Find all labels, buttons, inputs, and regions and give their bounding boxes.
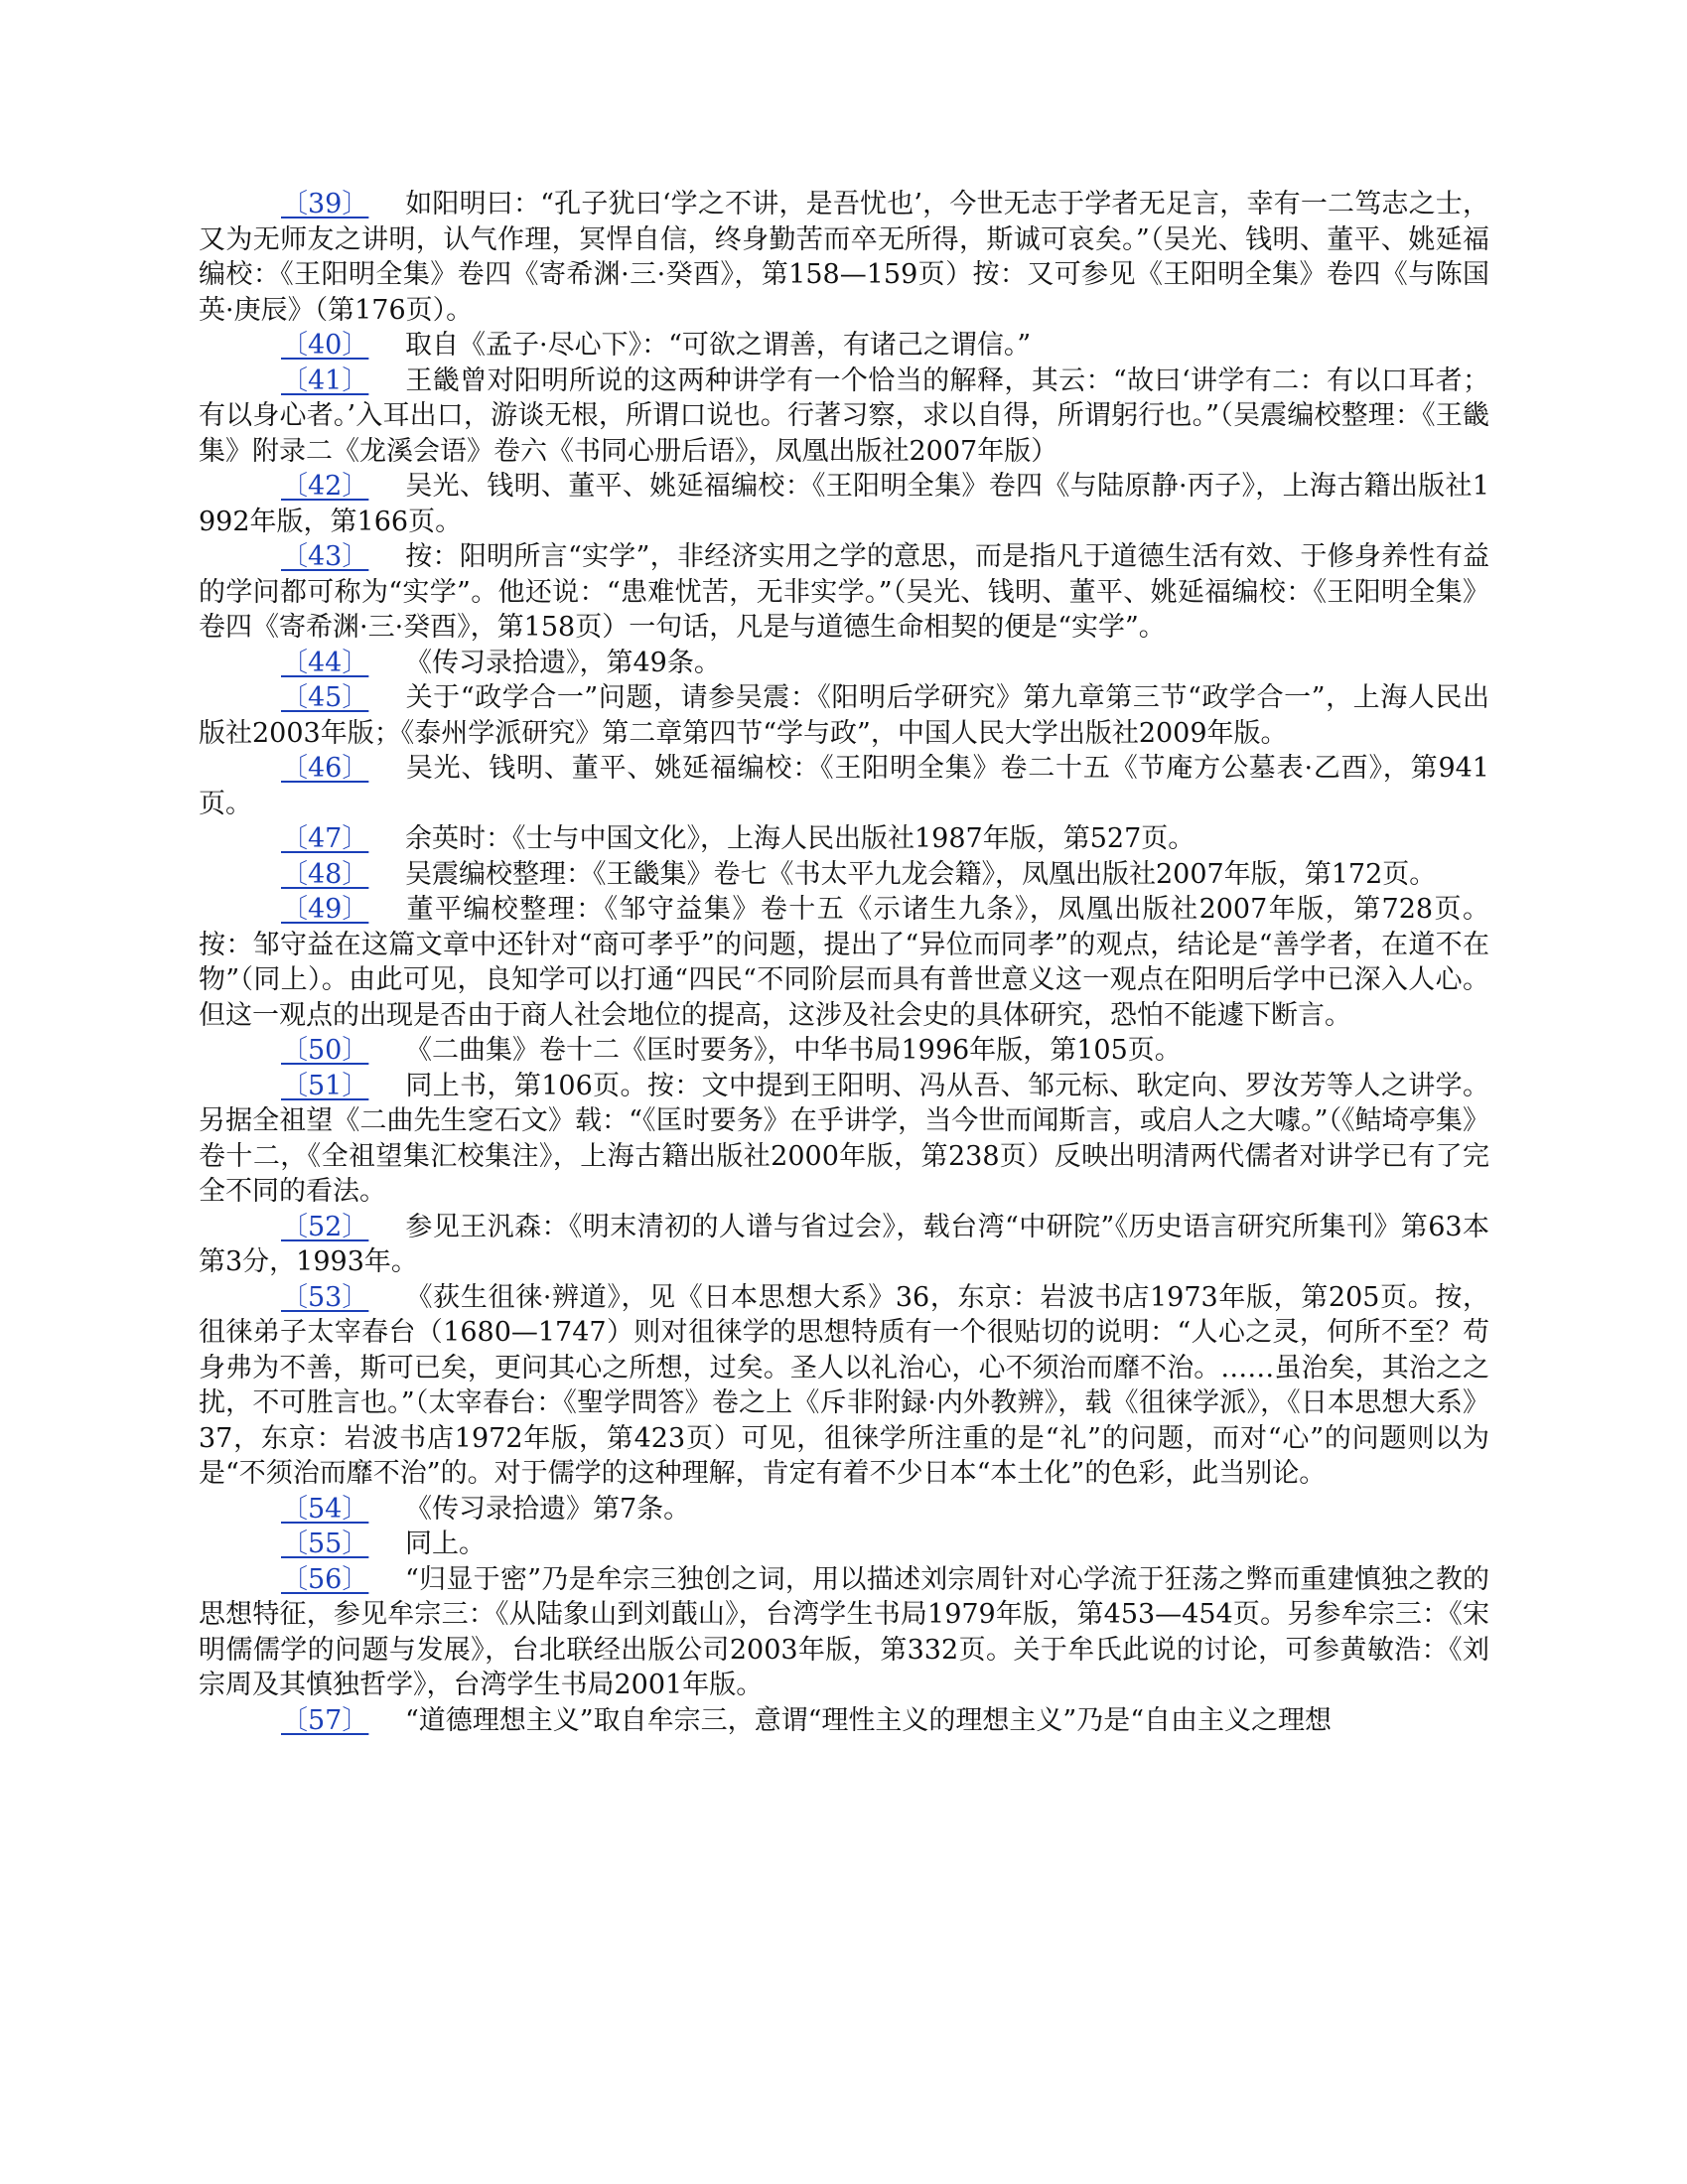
footnote-ref-link[interactable]: 〔44〕 bbox=[281, 647, 369, 678]
footnote bbox=[199, 1527, 1489, 1562]
footnote-text: “归显于密”乃是牟宗三独创之词，用以描述刘宗周针对心学流于狂荡之弊而重建慎独之教的思想特征，参见牟宗三：《从陆象山到刘蕺山》，台湾学生书局1979年版，第453—454页。另参牟宗三：《宋明儒儒学的问题与发展》，台北联经出版公司2003年版，第332页。关于牟氏此说的讨论，可参黄敏浩：《刘宗周及其慎独哲学》，台湾学生书局2001年版。 bbox=[199, 1563, 1489, 1700]
footnote-ref-link[interactable]: 〔45〕 bbox=[281, 682, 369, 713]
footnote-text: 同上。 bbox=[405, 1529, 486, 1559]
footnote-ref-link[interactable]: 〔39〕 bbox=[281, 189, 369, 219]
footnote-text: 如阳明曰：“孔子犹曰‘学之不讲，是吾忧也’，今世无志于学者无足言，幸有一二笃志之士，又为无师友之讲明，认气作理，冥悍自信，终身勤苦而卒无所得，斯诚可哀矣。”（吴光、钱明、董平、姚延福编校：《王阳明全集》卷四《寄希渊·三·癸酉》，第158—159页）按：又可参见《王阳明全集》卷四《与陈国英·庚辰》（第176页）。 bbox=[199, 189, 1489, 326]
footnote-text: 吴震编校整理：《王畿集》卷七《书太平九龙会籍》，凤凰出版社2007年版，第172页。 bbox=[405, 858, 1437, 890]
footnote bbox=[199, 1210, 1489, 1280]
footnote-text: 吴光、钱明、董平、姚延福编校：《王阳明全集》卷四《与陆原静·丙子》，上海古籍出版社1992年版，第166页。 bbox=[199, 471, 1489, 537]
footnote-text: 《传习录拾遗》第7条。 bbox=[405, 1493, 691, 1525]
footnote-ref-link[interactable]: 〔56〕 bbox=[281, 1563, 369, 1595]
footnote bbox=[199, 680, 1489, 751]
footnote-text: 《荻生徂徕·辨道》，见《日本思想大系》36，东京：岩波书店1973年版，第205页。按，徂徕弟子太宰春台（1680—1747）则对徂徕学的思想特质有一个很贴切的说明：“人心之灵，何所不至？苟身弗为不善，斯可已矣，更问其心之所想，过矣。圣人以礼治心，心不须治而靡不治。……虽治矣，其治之之扰，不可胜言也。”（太宰春台：《聖学問答》卷之上《斥非附録·内外教辨》，载《徂徕学派》，《日本思想大系》37，东京：岩波书店1972年版，第423页）可见，徂徕学所注重的是“礼”的问题，而对“心”的问题则以为是“不须治而靡不治”的。对于儒学的这种理解，肯定有着不少日本“本土化”的色彩，此当别论。 bbox=[199, 1281, 1489, 1489]
footnote bbox=[199, 1280, 1489, 1492]
footnote-text: 《传习录拾遗》，第49条。 bbox=[405, 647, 721, 678]
footnote bbox=[199, 1069, 1489, 1210]
footnote bbox=[199, 469, 1489, 539]
footnote bbox=[199, 187, 1489, 328]
footnote-ref-link[interactable]: 〔46〕 bbox=[281, 753, 369, 784]
footnote-text: 按：阳明所言“实学”，非经济实用之学的意思，而是指凡于道德生活有效、于修身养性有益的学问都可称为“实学”。他还说：“患难忧苦，无非实学。”（吴光、钱明、董平、姚延福编校：《王阳明全集》卷四《寄希渊·三·癸酉》，第158页）一句话，凡是与道德生命相契的便是“实学”。 bbox=[199, 541, 1489, 643]
footnote bbox=[199, 539, 1489, 646]
footnote bbox=[199, 1562, 1489, 1703]
footnote bbox=[199, 1703, 1489, 1739]
footnote-ref-link[interactable]: 〔52〕 bbox=[281, 1211, 369, 1242]
footnote-text: 王畿曾对阳明所说的这两种讲学有一个恰当的解释，其云：“故曰‘讲学有二：有以口耳者；有以身心者。’入耳出口，游谈无根，所谓口说也。行著习察，求以自得，所谓躬行也。”（吴震编校整理：《王畿集》附录二《龙溪会语》卷六《书同心册后语》，凤凰出版社2007年版） bbox=[199, 364, 1489, 467]
footnote-text: 《二曲集》卷十二《匡时要务》，中华书局1996年版，第105页。 bbox=[405, 1035, 1182, 1066]
footnote-text: 关于“政学合一”问题，请参吴震：《阳明后学研究》第九章第三节“政学合一”，上海人民出版社2003年版；《泰州学派研究》第二章第四节“学与政”，中国人民大学出版社2009年版。 bbox=[199, 682, 1489, 749]
footnote-ref-link[interactable]: 〔54〕 bbox=[281, 1493, 369, 1525]
footnote-text: 余英时：《士与中国文化》，上海人民出版社1987年版，第527页。 bbox=[405, 823, 1195, 854]
footnote-text: 吴光、钱明、董平、姚延福编校：《王阳明全集》卷二十五《节庵方公墓表·乙酉》，第941页。 bbox=[199, 753, 1489, 819]
footnote-ref-link[interactable]: 〔41〕 bbox=[281, 364, 369, 396]
footnote bbox=[199, 328, 1489, 364]
footnote-text: 董平编校整理：《邹守益集》卷十五《示诸生九条》，凤凰出版社2007年版，第728页。按：邹守益在这篇文章中还针对“商可孝乎”的问题，提出了“异位而同孝”的观点，结论是“善学者，在道不在物”（同上）。由此可见，良知学可以打通“四民“不同阶层而具有普世意义这一观点在阳明后学中已深入人心。但这一观点的出现是否由于商人社会地位的提高，这涉及社会史的具体研究，恐怕不能遽下断言。 bbox=[199, 894, 1489, 1031]
footnote-ref-link[interactable]: 〔42〕 bbox=[281, 471, 369, 502]
footnote bbox=[199, 364, 1489, 470]
footnote-ref-link[interactable]: 〔55〕 bbox=[281, 1529, 369, 1559]
footnote-ref-link[interactable]: 〔43〕 bbox=[281, 541, 369, 572]
footnote-ref-link[interactable]: 〔53〕 bbox=[281, 1281, 369, 1313]
footnote bbox=[199, 1492, 1489, 1528]
footnote-ref-link[interactable]: 〔50〕 bbox=[281, 1035, 369, 1066]
footnote bbox=[199, 1033, 1489, 1069]
footnote-ref-link[interactable]: 〔40〕 bbox=[281, 330, 369, 361]
footnote-text: “道德理想主义”取自牟宗三，意谓“理性主义的理想主义”乃是“自由主义之理想 bbox=[405, 1704, 1333, 1736]
footnotes-page bbox=[199, 187, 1489, 1738]
footnote-ref-link[interactable]: 〔51〕 bbox=[281, 1070, 369, 1101]
footnote bbox=[199, 751, 1489, 821]
footnote bbox=[199, 857, 1489, 893]
footnote bbox=[199, 821, 1489, 857]
footnote-ref-link[interactable]: 〔57〕 bbox=[281, 1704, 369, 1736]
footnote-ref-link[interactable]: 〔47〕 bbox=[281, 823, 369, 854]
footnote-text: 参见王汎森：《明末清初的人谱与省过会》，载台湾“中研院”《历史语言研究所集刊》第63本第3分，1993年。 bbox=[199, 1211, 1489, 1277]
footnote bbox=[199, 892, 1489, 1033]
footnote-ref-link[interactable]: 〔48〕 bbox=[281, 858, 369, 890]
footnote bbox=[199, 646, 1489, 681]
footnote-ref-link[interactable]: 〔49〕 bbox=[281, 894, 369, 925]
footnote-text: 取自《孟子·尽心下》：“可欲之谓善，有诸己之谓信。” bbox=[405, 330, 1032, 361]
footnote-text: 同上书，第106页。按：文中提到王阳明、冯从吾、邹元标、耿定向、罗汝芳等人之讲学。另据全祖望《二曲先生窆石文》载：“《匡时要务》在乎讲学，当今世而闻斯言，或启人之大噱。”（《鲒埼亭集》卷十二，《全祖望集汇校集注》，上海古籍出版社2000年版，第238页）反映出明清两代儒者对讲学已有了完全不同的看法。 bbox=[199, 1070, 1489, 1207]
